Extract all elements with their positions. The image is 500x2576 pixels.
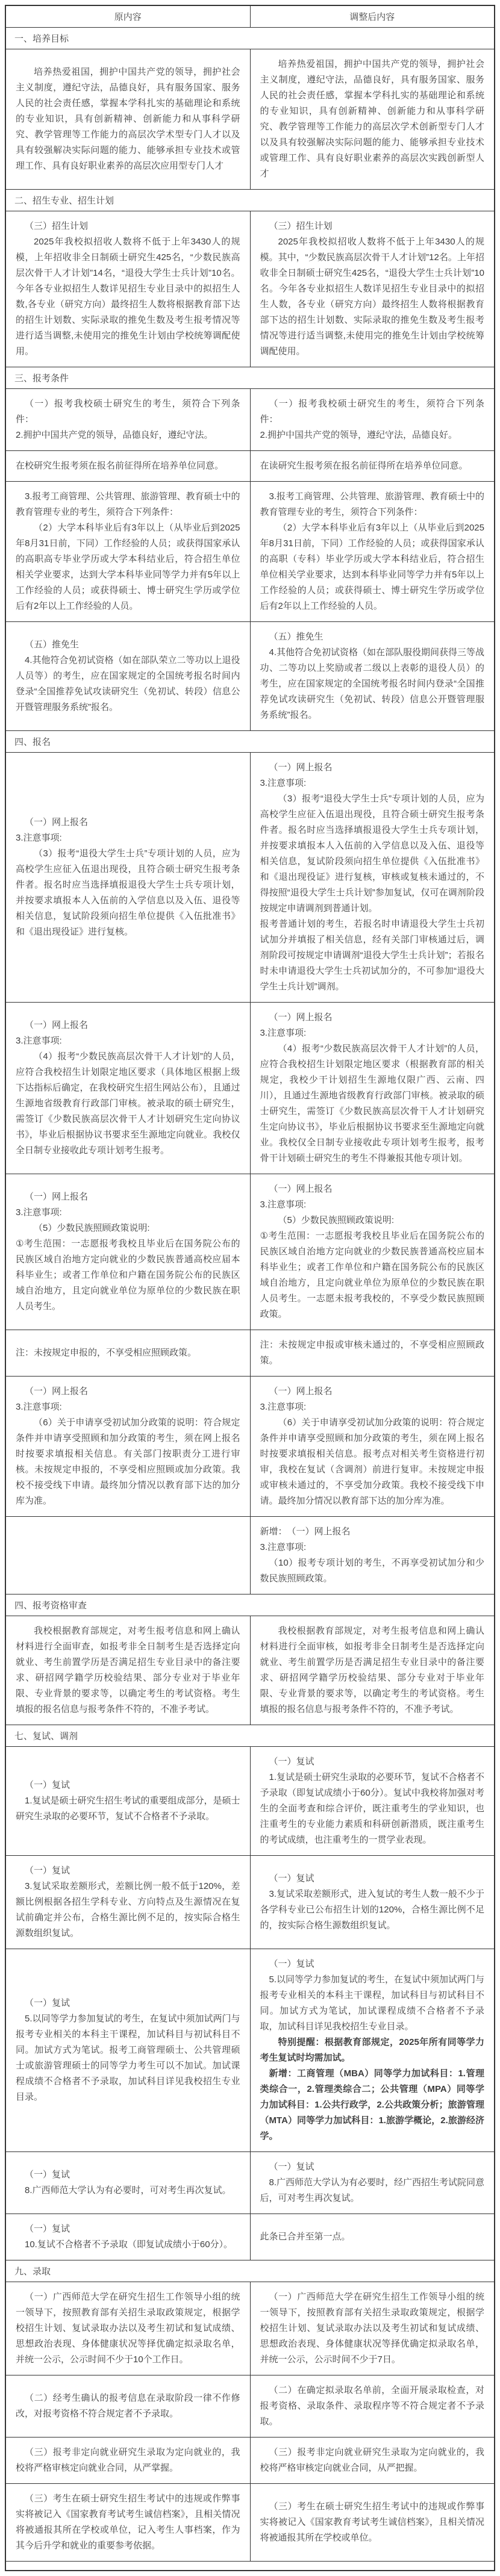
right-cell bbox=[250, 1174, 495, 1330]
section-row bbox=[5, 1725, 495, 1747]
right-cell bbox=[250, 1517, 495, 1594]
right-cell bbox=[250, 49, 495, 190]
paragraph: ①考生范围：一志愿报考我校且毕业后在国务院公布的民族区域自治地方定向就业的少数民族普通高校应届本科毕业生；或者工作单位和户籍在国务院公布的民族区域自治地方，且定向就业单位为原单位的少数民族在职人员考生。一志愿未报考我校的，不享受少数民族照顾政策。 bbox=[260, 1231, 484, 1319]
section-title: 九、录取 bbox=[5, 2260, 495, 2282]
right-cell bbox=[250, 2484, 495, 2562]
right-cell bbox=[250, 451, 495, 482]
paragraph: （一）复试 bbox=[269, 1756, 314, 1767]
right-cell bbox=[250, 2282, 495, 2375]
compare-row bbox=[5, 1616, 495, 1725]
right-cell bbox=[250, 1003, 495, 1174]
header-row bbox=[5, 5, 495, 28]
right-cell bbox=[250, 1377, 495, 1517]
left-cell bbox=[5, 1949, 250, 2152]
paragraph: （4）报考“少数民族高层次骨干人才计划”的人员，应符合我校招生计划限定地区要求（具体地区根据上级下达指标后确定，在我校研究生招生网站公布），且通过生源地省级教育行政部门审核。被录取的硕士研究生，需签订《少数民族高层次骨干人才计划研究生定向协议书》，毕业后根据协议书要求至生源地定向就业。我校仅全日制专业接收此专项计划考生报考。 bbox=[16, 1051, 240, 1156]
right-cell bbox=[250, 2438, 495, 2484]
paragraph: 在校研究生报考须在报名前征得所在培养单位同意。 bbox=[16, 461, 224, 471]
paragraph: （一）复试 bbox=[25, 1998, 70, 2008]
right-cell bbox=[250, 2214, 495, 2260]
column-header-original: 原内容 bbox=[5, 5, 250, 28]
compare-row bbox=[5, 1330, 495, 1377]
paragraph: 5.以同等学力参加复试的考生，在复试中须加试两门与报考专业相关的本科主干课程，加试科目与初试科目不同。加试方式为笔试，加试课程成绩不合格者不予录取，加试科目详见我校招生专业目录。 bbox=[260, 1974, 485, 2032]
paragraph: 3.注意事项: bbox=[16, 1402, 62, 1412]
paragraph: ①考生范围：一志愿报考我校且毕业后在国务院公布的民族区域自治地方定向就业的少数民族普通高校应届本科毕业生；或者工作单位和户籍在国务院公布的民族区域自治地方，且定向就业单位为原单位的少数民族在职人员考生。 bbox=[16, 1239, 240, 1311]
section-title: 四、报名 bbox=[5, 731, 495, 753]
left-cell bbox=[5, 2438, 250, 2484]
paragraph: （一）网上报名 bbox=[269, 1184, 333, 1194]
section-row bbox=[5, 2260, 495, 2282]
paragraph: （一）网上报名 bbox=[25, 1020, 89, 1030]
emphasized-paragraph: 特别提醒：根据教育部规定，2025年所有同等学力考生复试时均需加试。 bbox=[260, 2037, 484, 2063]
compare-row bbox=[5, 1174, 495, 1330]
left-cell bbox=[5, 2484, 250, 2562]
compare-row bbox=[5, 1747, 495, 1856]
paragraph: （一）复试 bbox=[269, 1959, 314, 1969]
paragraph: （一）复试 bbox=[25, 2224, 70, 2234]
section-title: 二、招生专业、招生计划 bbox=[5, 190, 495, 211]
section-row bbox=[5, 1594, 495, 1616]
compare-row bbox=[5, 389, 495, 451]
section-title: 三、报考条件 bbox=[5, 367, 495, 389]
paragraph: （三）考生在硕士研究生招生考试中的违规或作弊事实将被记入《国家教育考试考生诚信档案》，且相关情况将被通报其所在学校或单位，记入考生人事档案，作为其今后升学和就业的重要参考依据。 bbox=[16, 2494, 240, 2551]
right-cell bbox=[250, 1330, 495, 1377]
section-title: 一、培养目标 bbox=[5, 28, 495, 49]
paragraph: （一）复试 bbox=[269, 1873, 314, 1884]
right-cell bbox=[250, 753, 495, 1003]
paragraph: （2）大学本科毕业后有3年以上（从毕业后到2025年8月31日前，下同）工作经验的人员；或获得国家承认的高职高专毕业学历或大学本科结业后，符合招生单位相关学业要求，达到大学本科毕业同等学力并有5年以上工作经验的人员；或获得硕士、博士研究生学历或学位后有2年以上工作经验的人员。 bbox=[16, 523, 240, 611]
paragraph: （一）网上报名 bbox=[25, 817, 89, 827]
section-row bbox=[5, 190, 495, 211]
left-cell bbox=[5, 753, 250, 1003]
left-cell bbox=[5, 49, 250, 190]
paragraph: 3.报考工商管理、公共管理、旅游管理、教育硕士中的教育管理专业的考生，须符合下列条件： bbox=[260, 491, 485, 517]
compare-row bbox=[5, 753, 495, 1003]
paragraph: （一）网上报名 bbox=[269, 1012, 333, 1022]
table-header bbox=[5, 5, 495, 28]
paragraph: 5.以同等学力参加复试的考生，在复试中须加试两门与报考专业相关的本科主干课程，加试科目与初试科目不同。加试方式为笔试。报考工商管理硕士、公共管理硕士或旅游管理硕士的同等学力考生可以不加试。加试课程成绩不合格者不予录取，加试科目详见我校招生专业目录。 bbox=[16, 2014, 240, 2102]
section-title bbox=[5, 2562, 495, 2571]
left-cell bbox=[5, 211, 250, 367]
compare-row bbox=[5, 2214, 495, 2260]
left-cell bbox=[5, 1747, 250, 1856]
right-cell bbox=[250, 482, 495, 622]
paragraph: 培养热爱祖国，拥护中国共产党的领导，拥护社会主义制度，遵纪守法，品德良好，具有服务国家、服务人民的社会责任感，掌握本学科扎实的基础理论和系统的专业知识，具有创新精神、创新能力和从事科学研究、教学管理等工作能力的高层次学术型专门人才以及具有较强解决实际问题的能力、能够承担专业技术或管理工作、具有良好职业素养的高层次应用型专门人才 bbox=[16, 67, 240, 171]
paragraph: 2.拥护中国共产党的领导，遵纪守法，品德良好。 bbox=[260, 430, 458, 440]
left-cell bbox=[5, 2375, 250, 2438]
paragraph: 2025年我校拟招收人数将不低于上年3430人的规模，上年招收非全日制硕士研究生425名，“少数民族高层次骨干人才计划”14名，“退役大学生士兵计划”10名。今年各专业拟招生人数详见招生专业目录中的拟招生人数,各专业（研究方向）最终招生人数将根据教育部下达的招生计划数、实际录取的推免生数及考生报考情况等进行适当调整,未使用完的推免生计划由学校统筹调配使用。 bbox=[16, 237, 240, 356]
paragraph: （10）报考专项计划的考生，不再享受初试加分和少数民族照顾政策。 bbox=[260, 1558, 484, 1584]
paragraph: 10.复试不合格者不予录取（即复试成绩小于60分）。 bbox=[25, 2239, 233, 2250]
paragraph: 4.其他符合免初试资格（如在部队服役期间获得三等战功、二等功以上奖励或者二级以上表彰的退役人员）的考生，应在国家规定的全国统考报名时间内登录“全国推荐免试攻读研究生（免初试、转段）信息公开暨管理服务系统”报名。 bbox=[260, 647, 485, 720]
section-row bbox=[5, 28, 495, 49]
emphasized-paragraph: 新增：工商管理（MBA）同等学力加试科目：1.管理类综合一，2.管理类综合二；公共管理（MPA）同等学力加试科目：1.公共行政学，2.公共政策分析；旅游管理（MTA）同等学力加试科目：1.旅游学概论，2.旅游经济学。 bbox=[260, 2068, 484, 2141]
paragraph: 3.注意事项: bbox=[260, 1402, 307, 1412]
paragraph: （二）经考生确认的报考信息在录取阶段一律不作修改，对报考资格不符合规定者不予录取。 bbox=[16, 2393, 240, 2419]
left-cell bbox=[5, 1174, 250, 1330]
compare-row bbox=[5, 482, 495, 622]
left-cell bbox=[5, 1003, 250, 1174]
paragraph: （三）招生计划 bbox=[269, 221, 333, 231]
paragraph: （4）报考“少数民族高层次骨干人才计划”的人员，应符合我校招生计划限定地区要求（根据教育部的相关规定，我校少干计划招生生源地仅限广西、云南、四川），且通过生源地省级教育行政部门审核。被录取的硕士研究生，需签订《少数民族高层次骨干人才计划研究生定向协议书》，毕业后根据协议书要求至生源地定向就业。我校仅全日制专业接收此专项计划考生报考，报考骨干计划硕士研究生的考生不得兼报其他专项计划。 bbox=[260, 1044, 484, 1163]
right-cell bbox=[250, 622, 495, 731]
left-cell bbox=[5, 2282, 250, 2375]
paragraph: （一）广西师范大学在研究生招生工作领导小组的统一领导下，按照教育部有关招生录取政策规定，根据学校招生计划、复试录取办法以及考生初试和复试成绩、思想政治表现、身体健康状况等择优确定拟录取名单，并统一公示，公示时间不少于10个工作日。 bbox=[16, 2292, 240, 2365]
left-cell bbox=[5, 1517, 250, 1594]
compare-row bbox=[5, 2152, 495, 2214]
paragraph: 4.其他符合免初试资格（如在部队荣立二等功以上退役人员等）的考生，应在国家规定的全国统考报名时间内登录“全国推荐免试攻读研究生（免初试、转段）信息公开暨管理服务系统”报名。 bbox=[16, 655, 240, 712]
paragraph: 3.注意事项: bbox=[260, 1199, 307, 1210]
paragraph: （一）复试 bbox=[25, 1780, 70, 1790]
left-cell bbox=[5, 1856, 250, 1949]
section-row bbox=[5, 2562, 495, 2571]
left-cell bbox=[5, 1377, 250, 1517]
paragraph: 3.复试采取差额形式，进入复试的考生人数一般不少于各学科专业已公布招生计划的120%，合格生源比例不足的，按实际合格生源数组织复试。 bbox=[260, 1889, 485, 1930]
compare-row bbox=[5, 49, 495, 190]
paragraph: 3.注意事项: bbox=[16, 833, 62, 843]
paragraph: 注：未按规定申报或审核未通过的，不享受相应照顾政策。 bbox=[260, 1340, 484, 1366]
paragraph: （一）网上报名 bbox=[25, 1192, 89, 1202]
paragraph: 3.报考工商管理、公共管理、旅游管理、教育硕士中的教育管理专业的考生，须符合下列条件： bbox=[16, 491, 240, 517]
paragraph: 3.注意事项: bbox=[260, 778, 307, 788]
right-cell bbox=[250, 1856, 495, 1949]
compare-row bbox=[5, 1517, 495, 1594]
paragraph: 注：未按规定申报的，不享受相应照顾政策。 bbox=[16, 1348, 197, 1358]
paragraph: （一）复试 bbox=[25, 1865, 70, 1876]
paragraph: 2.拥护中国共产党的领导，品德良好，遵纪守法。 bbox=[16, 430, 213, 440]
compare-row bbox=[5, 2375, 495, 2438]
compare-row bbox=[5, 1949, 495, 2152]
compare-row bbox=[5, 1856, 495, 1949]
left-cell bbox=[5, 1616, 250, 1725]
paragraph: （5）少数民族照顾政策说明: bbox=[278, 1215, 395, 1225]
compare-row bbox=[5, 451, 495, 482]
paragraph: 我校根据教育部规定，对考生报考信息和网上确认材料进行全面审核，如报考非全日制考生是否选择定向就业、考生前置学历是否满足招生专业目录中的备注要求、研招网学籍学历校验结果、部分专业对于毕业年限、专业背景的要求等，以确定考生的考试资格。考生填报的报名信息与报考条件不符的，不准予考试。 bbox=[260, 1626, 484, 1714]
table-body bbox=[5, 28, 495, 2571]
paragraph: （一）广西师范大学在研究生招生工作领导小组的统一领导下，按照教育部有关招生录取政策规定，根据学校招生计划、复试录取办法以及考生初试和复试成绩、思想政治表现、身体健康状况等择优确定拟录取名单，并统一公示，公示时间不少于7日。 bbox=[260, 2292, 484, 2365]
paragraph: （一）网上报名 bbox=[269, 762, 333, 773]
section-title: 七、复试、调剂 bbox=[5, 1725, 495, 1747]
left-cell bbox=[5, 1330, 250, 1377]
paragraph: 3.注意事项: bbox=[16, 1207, 62, 1218]
left-cell bbox=[5, 2214, 250, 2260]
paragraph: 3.注意事项: bbox=[260, 1028, 307, 1038]
right-cell bbox=[250, 389, 495, 451]
paragraph: （一）网上报名 bbox=[25, 1386, 89, 1396]
paragraph: 3.注意事项: bbox=[260, 1542, 307, 1552]
left-cell bbox=[5, 482, 250, 622]
comparison-table bbox=[5, 5, 495, 2571]
left-cell bbox=[5, 622, 250, 731]
right-cell bbox=[250, 1747, 495, 1856]
paragraph: 8.广西师范大学认为有必要时，可对考生再次复试。 bbox=[25, 2185, 231, 2195]
compare-row bbox=[5, 1003, 495, 1174]
paragraph: 培养热爱祖国，拥护中国共产党的领导，拥护社会主义制度，遵纪守法，品德良好，具有服务国家、服务人民的社会责任感，掌握本学科扎实的基础理论和系统的专业知识，具有创新精神、创新能力和从事科学研究、教学管理等工作能力的高层次学术创新型专门人才以及具有较强解决实际问题的能力、能够承担专业技术或管理工作、具有良好职业素养的高层次实践创新型人才 bbox=[260, 59, 484, 179]
paragraph: （一）复试 bbox=[269, 2162, 314, 2172]
right-cell bbox=[250, 2375, 495, 2438]
paragraph: （一）报考我校硕士研究生的考生，须符合下列条件： bbox=[260, 399, 484, 425]
paragraph: （3）报考“退役大学生士兵”专项计划的人员，应为高校学生应征入伍退出现役，且符合硕士研究生报考条件者。报名时应当选择填报退役大学生士兵专项计划，并按要求填报本人入伍前的入学信息以及入伍、退役等相关信息，复试阶段须向招生单位提供《入伍批准书》和《退出现役证》进行复核。 bbox=[16, 848, 240, 937]
paragraph: （6）关于申请享受初试加分政策的说明：符合规定条件并申请享受照顾和加分政策的考生，须在网上报名时按要求填报相关信息。报考点对相关考生资格进行初审，我校在复试（含调剂）前进行复审。未按规定申报或审核未通过的，不享受加分政策。我校不接受线下申请。最终加分情况以教育部下达的加分库为准。 bbox=[260, 1417, 484, 1506]
paragraph: 新增： （一）网上报名 bbox=[260, 1526, 351, 1537]
right-cell bbox=[250, 1949, 495, 2152]
paragraph: （三）招生计划 bbox=[25, 221, 89, 231]
paragraph: 报考普通计划的考生，若报名时申请退役大学生士兵初试加分并填报了相关信息，经有关部门审核通过后，调剂阶段可按规定申请调剂“退役大学生士兵计划”；若报名时未申请退役大学生士兵初试加分的，不可参加“退役大学生士兵计划”调剂。 bbox=[260, 919, 484, 992]
column-header-adjusted: 调整后内容 bbox=[250, 5, 495, 28]
paragraph: 1.复试是硕士研究生录取的必要环节，复试不合格者不予录取（即复试成绩小于60分）。复试中我校将加强对考生的全面考查和综合评价，既注重考生的学业知识，也注重考生的专业能力素质和科研创新潜质，既注重考生的考试成绩，也注重考生的一贯学业表现。 bbox=[260, 1772, 485, 1845]
paragraph: （一）报考我校硕士研究生的考生，须符合下列条件： bbox=[16, 399, 240, 425]
paragraph: （2）大学本科毕业后有3年以上（从毕业后到2025年8月31日前，下同）工作经验的人员；或获得国家承认的高职（专科）毕业学历或大学本科结业后，符合招生单位相关学业要求，达到本科毕业同等学力并有5年以上工作经验的人员；或获得硕士、博士研究生学历或学位后有2年以上工作经验的人员。 bbox=[260, 523, 484, 611]
right-cell bbox=[250, 1616, 495, 1725]
compare-row bbox=[5, 211, 495, 367]
paragraph: （三）考生在硕士研究生招生考试中的违规或作弊事实将被记入《国家教育考试考生诚信档案》，且相关情况将被通报其所在学校或单位。 bbox=[260, 2501, 484, 2543]
paragraph: （三）报考非定向就业研究生录取为定向就业的，我校将严格审核定向就业合同，从严掌握。 bbox=[16, 2447, 240, 2473]
paragraph: （一）网上报名 bbox=[269, 1386, 333, 1396]
paragraph: （5）少数民族照顾政策说明: bbox=[34, 1223, 150, 1233]
compare-row bbox=[5, 622, 495, 731]
paragraph: 此条已合并至第一点。 bbox=[260, 2232, 351, 2242]
paragraph: （3）报考“退役大学生士兵”专项计划的人员，应为高校学生应征入伍退出现役，且符合硕士研究生报考条件者。报名时应当选择填报退役大学生士兵专项计划，并按要求填报本人入伍前的入学信息以及入伍、退役等相关信息，复试阶段须向招生单位提供《入伍批准书》和《退出现役证》进行复核，审核或复核未通过的，不得按照“退役大学生士兵计划”参加复试，仅可在调剂阶段按规定申请调剂到普通计划。 bbox=[260, 794, 484, 913]
left-cell bbox=[5, 389, 250, 451]
paragraph: 1.复试是硕士研究生招生考试的重要组成部分，是硕士研究生录取的必要环节，复试不合格者不予录取。 bbox=[16, 1796, 240, 1822]
paragraph: （二）在确定拟录取名单前，全面开展录取检查，对报考资格、录取条件、录取程序等不符合规定者不予录取。 bbox=[260, 2385, 484, 2427]
paragraph: （6）关于申请享受初试加分政策的说明：符合规定条件并申请享受照顾和加分政策的考生，须在网上报名时按要求填报相关信息。有关部门按职责分工进行审核。未按规定申报的，不享受相应照顾或加分政策。我校不接受线下申请。最终加分情况以教育部下达的加分库为准。 bbox=[16, 1417, 240, 1506]
paragraph: （三）报考非定向就业研究生录取为定向就业的，我校将严格审核定向就业合同，从严把握。 bbox=[260, 2447, 484, 2473]
paragraph: 在读研究生报考须在报名前征得所在培养单位同意。 bbox=[260, 461, 468, 471]
right-cell bbox=[250, 211, 495, 367]
paragraph: 8.广西师范大学认为有必要时，经广西招生考试院同意后，可对考生再次复试。 bbox=[260, 2177, 485, 2203]
paragraph: （五）推免生 bbox=[269, 632, 323, 642]
left-cell bbox=[5, 451, 250, 482]
compare-row bbox=[5, 2282, 495, 2375]
compare-row bbox=[5, 2438, 495, 2484]
paragraph: （五）推免生 bbox=[25, 639, 80, 650]
right-cell bbox=[250, 2152, 495, 2214]
paragraph: 3.注意事项: bbox=[16, 1036, 62, 1046]
section-row bbox=[5, 367, 495, 389]
paragraph: 我校根据教育部规定，对考生报考信息和网上确认材料进行全面审查，如报考非全日制考生是否选择定向就业、考生前置学历是否满足招生专业目录中的备注要求、研招网学籍学历校验结果、部分专业对于毕业年限、专业背景的要求等，以确定考生的考试资格。考生填报的报名信息与报考条件不符的，不准予考试。 bbox=[16, 1626, 240, 1714]
section-title: 四、报考资格审查 bbox=[5, 1594, 495, 1616]
paragraph: 2025年我校拟招收人数将不低于上年3430人的规模。其中，“少数民族高层次骨干人才计划”12名。上年招收非全日制硕士研究生425名，“退役大学生士兵计划”10名。今年各专业拟招生人数详见招生专业目录中的拟招生人数，各专业（研究方向）最终招生人数将根据教育部下达的招生计划数、实际录取的推免生数及考生报考情况等进行适当调整,未使用完的推免生计划由学校统筹调配使用。 bbox=[260, 237, 484, 356]
paragraph: （一）复试 bbox=[25, 2170, 70, 2180]
section-row bbox=[5, 731, 495, 753]
left-cell bbox=[5, 2152, 250, 2214]
compare-row bbox=[5, 2484, 495, 2562]
compare-row bbox=[5, 1377, 495, 1517]
paragraph: 3.复试采取差额形式，差额比例一般不低于120%，差额比例根据各招生学科专业、方向特点及生源情况在复试前确定并公布，合格生源比例不足的，按实际合格生源数组织复试。 bbox=[16, 1881, 240, 1938]
